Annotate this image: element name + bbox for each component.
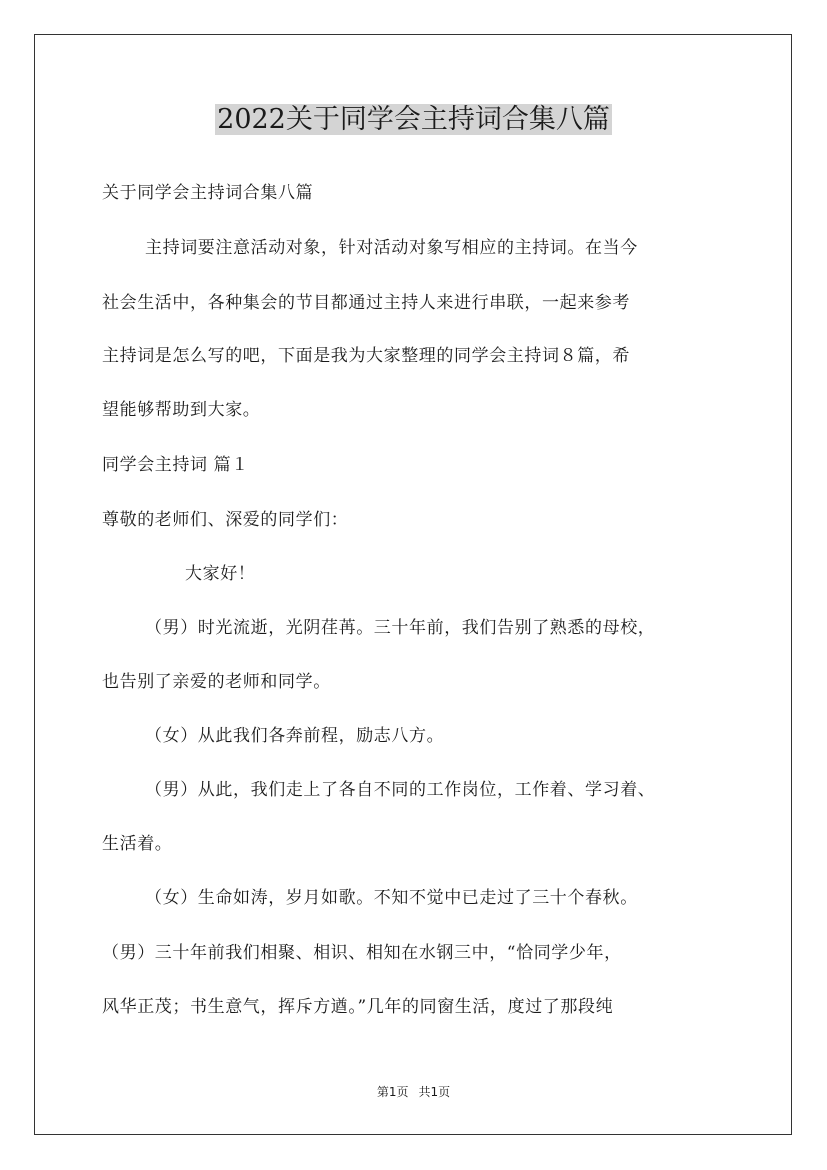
- page-footer: [0, 1084, 827, 1100]
- paragraph-line: 也告别了亲爱的老师和同学。: [102, 672, 331, 692]
- paragraph-line: 主持词是怎么写的吧，下面是我为大家整理的同学会主持词８篇，希: [102, 346, 630, 366]
- paragraph-line: （男）三十年前我们相聚、相识、相知在水钢三中，“恰同学少年，: [102, 943, 622, 963]
- document-title: [0, 100, 827, 140]
- paragraph-line: 望能够帮助到大家。: [102, 400, 261, 420]
- paragraph-line: （女）生命如涛，岁月如歌。不知不觉中已走过了三十个春秋。: [145, 888, 638, 908]
- paragraph-line: （男）从此，我们走上了各自不同的工作岗位，工作着、学习着、: [145, 780, 656, 800]
- salutation-line: 尊敬的老师们、深爱的同学们：: [102, 510, 349, 530]
- section-heading: 同学会主持词 篇１: [102, 455, 249, 475]
- page-number: 第1页: [376, 1085, 409, 1099]
- greeting-line: 大家好！: [185, 564, 256, 584]
- paragraph-line: 社会生活中，各种集会的节目都通过主持人来进行串联，一起来参考: [102, 293, 630, 313]
- paragraph-line: （女）从此我们各奔前程，励志八方。: [145, 726, 445, 746]
- paragraph-line: 主持词要注意活动对象，针对活动对象写相应的主持词。在当今: [145, 238, 638, 258]
- paragraph-line: 生活着。: [102, 834, 173, 854]
- page-total: 共1页: [418, 1085, 451, 1099]
- subtitle-line: 关于同学会主持词合集八篇: [102, 183, 314, 203]
- paragraph-line: 风华正茂；书生意气，挥斥方遒。”几年的同窗生活，度过了那段纯: [102, 997, 614, 1017]
- document-title-text: 2022关于同学会主持词合集八篇: [217, 104, 610, 135]
- paragraph-line: （男）时光流逝，光阴荏苒。三十年前，我们告别了熟悉的母校，: [145, 618, 656, 638]
